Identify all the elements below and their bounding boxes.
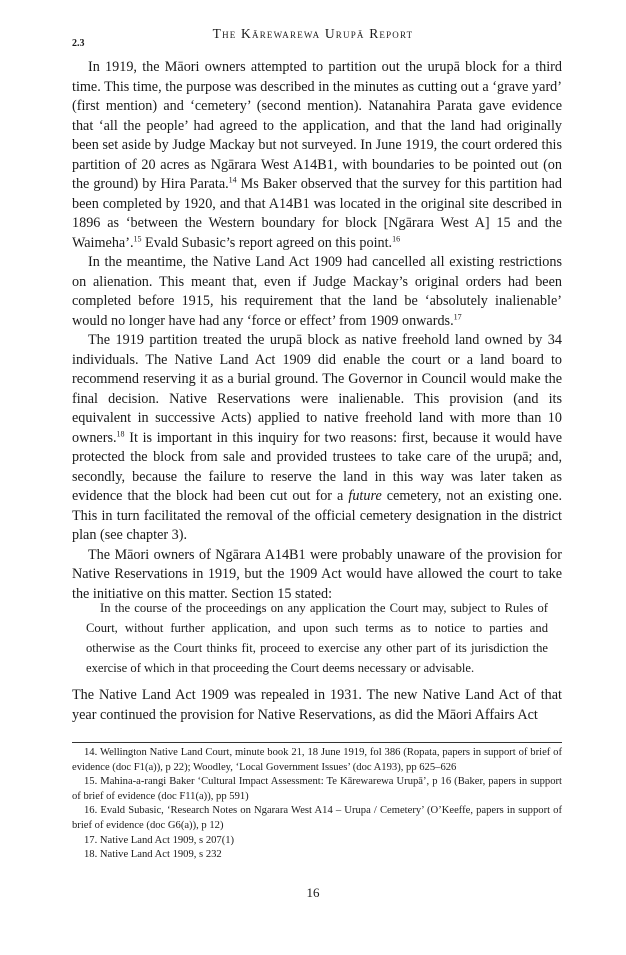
- paragraph-3: The 1919 partition treated the urupā block as native freehold land owned by 34 individuals. The Native Land Act 1909 did enable the court or a land board to recommend reserving it as a burial ground. The Governor in Council would make the final decision. Native Reservations were inalienable. This provision (and its equivalent in successive Acts) applied to native freehold land with more than 10 owners.$^{18}$ It is important in this inquiry for two reasons: first, because it would have protected the block from sale and provided trustees to take care of the urupā; and, secondly, because the failure to reserve the land in this way was later taken as evidence that the block had been cut out for a future cemetery, not an existing one. This in turn facilitated the removal of the official cemetery designation in the district plan (see chapter 3).: [72, 332, 562, 543]
- running-head: The Kārewarewa Urupā Report: [212, 26, 414, 41]
- footnote-divider: [72, 742, 562, 743]
- paragraph-5: The Native Land Act 1909 was repealed in 1931. The new Native Land Act of that year continued the provision for Native Reservations, as did the Māori Affairs Act: [72, 687, 562, 723]
- paragraph-4: The Māori owners of Ngārara A14B1 were probably unaware of the provision for Native Reservations in 1919, but the 1909 Act would have allowed the court to take the initiative on this matter. Section 15 stated:: [72, 546, 562, 602]
- footnote-14: 14. Wellington Native Land Court, minute book 21, 18 June 1919, fol 386 (Ropata, papers in support of brief of evidence (doc F1(a)), p 22); Woodley, ‘Local Government Issues’ (doc A193), pp 625–626: [72, 747, 562, 773]
- footnote-ref-16[interactable]: 16: [392, 233, 401, 243]
- footnote-15: 15. Mahina-a-rangi Baker ‘Cultural Impact Assessment: Te Kārewarewa Urupā’, p 16 (Baker, papers in support of brief of evidence (doc F11(a)), pp 591): [72, 776, 562, 802]
- emphasis-future: future: [348, 488, 382, 504]
- footnote-17: 17. Native Land Act 1909, s 207(1): [84, 834, 235, 846]
- paragraph-1: In 1919, the Māori owners attempted to partition out the urupā block for a third time. This time, the purpose was described in the minutes as cutting out a ‘grave yard’ (first mention) and ‘cemetery’ (second mention). Natanahira Parata gave evidence that ‘all the people’ had agreed to the application, and that the land had originally been set aside by Judge Mackay but not surveyed. In June 1919, the court ordered this partition of 20 acres as Ngārara West A14B1, with boundaries to be pointed out (on the ground) by Hira Parata.$^{14}$ Ms Baker observed that the survey for this partition had been completed by 1920, and that A14B1 was located in the original site described in 1896 as ‘between the Western boundary for block [Ngārara West A] 15 and the Waimeha’.$^{15}$ Evald Subasic’s report agreed on this point.$^{16}$: [72, 59, 562, 251]
- paragraph-2: In the meantime, the Native Land Act 1909 had cancelled all existing restrictions on alienation. This meant that, even if Judge Mackay’s original orders had been completed before 1915, his requirement that the land be ‘absolutely inalienable’ would no longer have had any ‘force or effect’ from 1909 onwards.$^{17}$: [72, 254, 562, 329]
- page-number: 16: [306, 885, 320, 900]
- footnote-16: 16. Evald Subasic, ‘Research Notes on Ngarara West A14 – Urupa / Cemetery’ (O’Keeffe, papers in support of brief of evidence (doc G6(a)), p 12): [72, 805, 562, 831]
- body-text: [72, 58, 562, 604]
- block-quote: In the course of the proceedings on any application the Court may, subject to Rules of Court, without further application, and upon such terms as to notice to parties and otherwise as the Court thinks fit, proceed to exercise any other part of its jurisdiction the exercise of which in that proceeding the Court deems necessary or advisable.: [86, 601, 548, 675]
- footnote-ref-18[interactable]: 18: [116, 428, 125, 438]
- footnotes: [72, 746, 562, 863]
- footnote-ref-14[interactable]: 14: [228, 175, 237, 185]
- section-number: 2.3: [72, 38, 85, 49]
- footnote-18: 18. Native Land Act 1909, s 232: [84, 849, 222, 861]
- footnote-ref-15[interactable]: 15: [133, 233, 142, 243]
- footnote-ref-17[interactable]: 17: [453, 311, 462, 321]
